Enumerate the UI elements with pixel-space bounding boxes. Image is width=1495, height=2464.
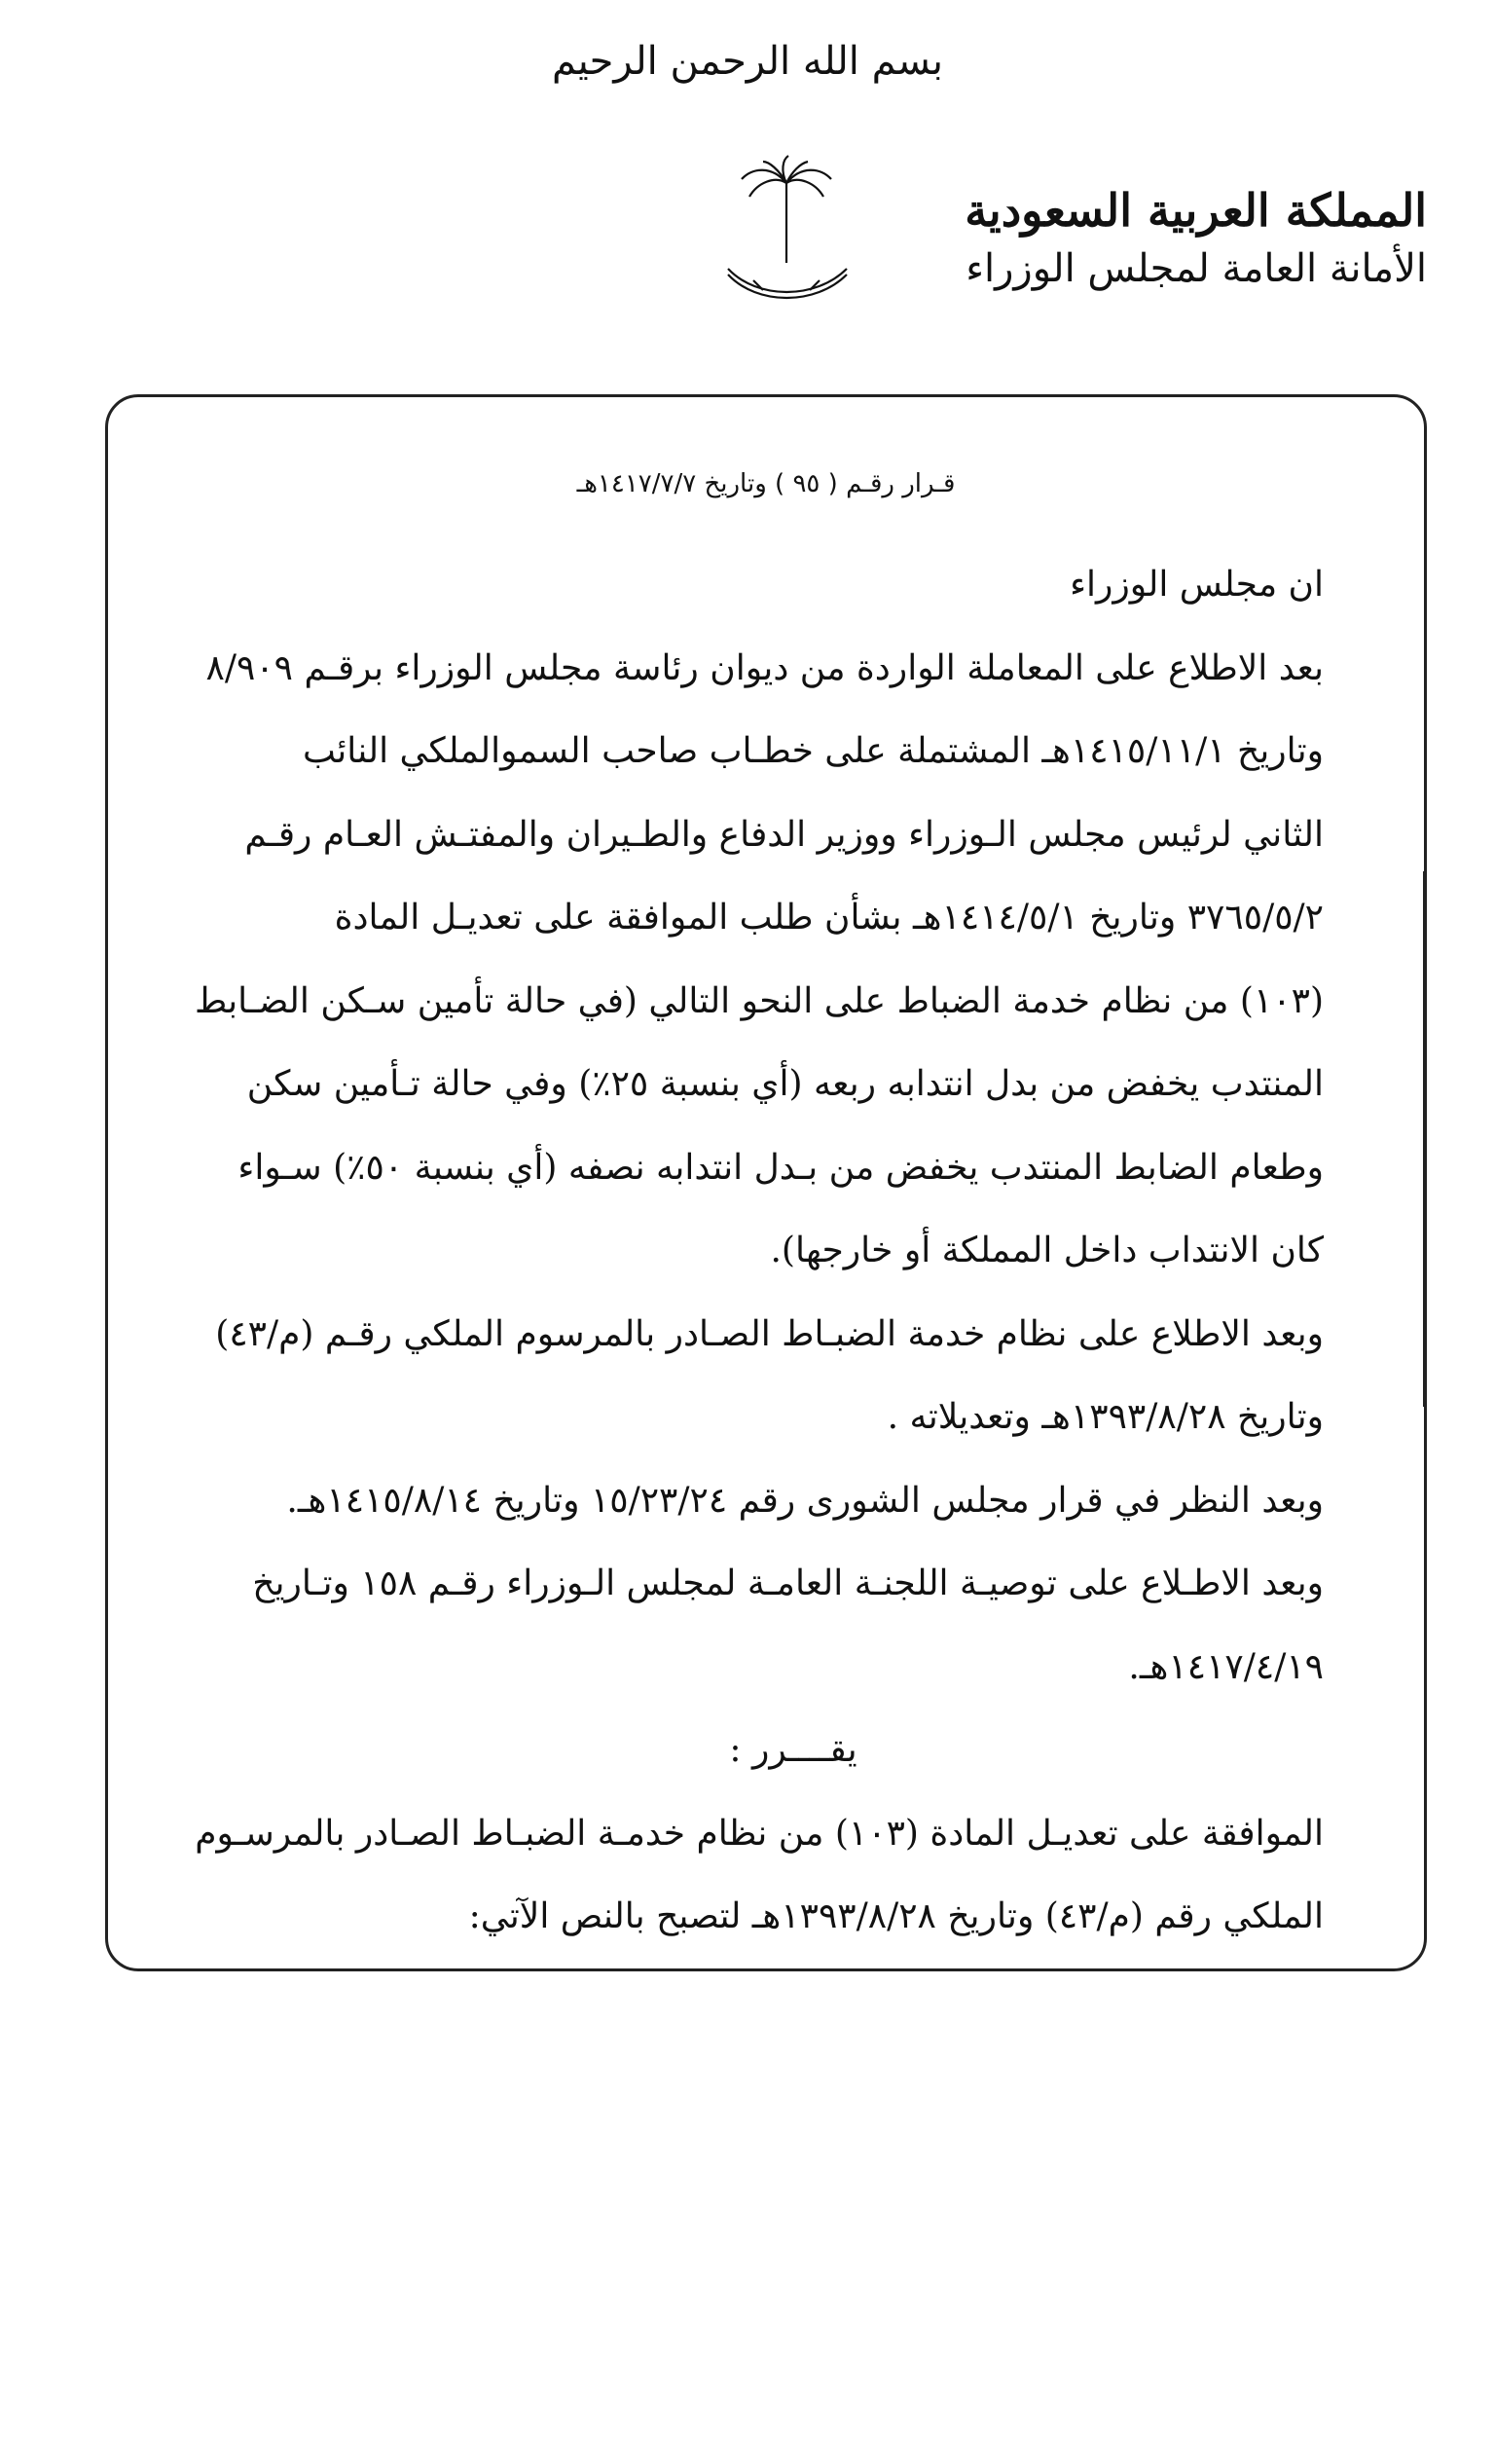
- resolution-line: الموافقة على تعديـل المادة (١٠٣) من نظام خدمـة الضبـاط الصـادر بالمرسـوم: [195, 1813, 1324, 1854]
- palm-and-swords-emblem-icon: [718, 154, 855, 310]
- kingdom-name: المملكة العربية السعودية: [965, 184, 1427, 237]
- basmala: بسم الله الرحمن الرحيم: [551, 39, 944, 84]
- body-line: وطعام الضابط المنتدب يخفض من بـدل انتدابه نصفه (أي بنسبة ٥٠٪) سـواء: [237, 1147, 1324, 1188]
- body-line: ان مجلس الوزراء: [1070, 565, 1324, 605]
- body-line: وبعد النظر في قرار مجلس الشورى رقم ١٥/٢٣/٢٤ وتاريخ ١٤١٥/٨/١٤هـ.: [286, 1480, 1324, 1521]
- body-line: بعد الاطلاع على المعاملة الواردة من ديوان رئاسة مجلس الوزراء برقـم ٨/٩٠٩: [205, 647, 1324, 688]
- organization-header: [921, 180, 1427, 297]
- body-line: وبعد الاطـلاع على توصيـة اللجنـة العامـة لمجلس الـوزراء رقـم ١٥٨ وتـاريخ: [252, 1563, 1324, 1603]
- body-line: (١٠٣) من نظام خدمة الضباط على النحو التالي (في حالة تأمين سـكن الضـابط: [194, 980, 1324, 1021]
- margin-bracket: [1423, 871, 1437, 1407]
- body-line: وتاريخ ١٤١٥/١١/١هـ المشتملة على خطـاب صاحب السموالملكي النائب: [302, 731, 1324, 771]
- body-line: ٣٧٦٥/٥/٢ وتاريخ ١٤١٤/٥/١هـ بشأن طلب الموافقة على تعديـل المادة: [334, 898, 1324, 938]
- decision-body: [146, 543, 1324, 1959]
- body-line: ١٤١٧/٤/١٩هـ.: [1128, 1646, 1324, 1687]
- body-line: وبعد الاطلاع على نظام خدمة الضبـاط الصـادر بالمرسوم الملكي رقـم (م/٤٣): [215, 1313, 1324, 1354]
- decision-number-line: قـرار رقـم ( ٩٥ ) وتاريخ ١٤١٧/٧/٧هـ: [576, 469, 956, 498]
- body-line: كان الانتداب داخل المملكة أو خارجها).: [770, 1231, 1324, 1270]
- resolution-line: الملكي رقم (م/٤٣) وتاريخ ١٣٩٣/٨/٢٨هـ لتصبح بالنص الآتي:: [468, 1896, 1324, 1936]
- body-line: وتاريخ ١٣٩٣/٨/٢٨هـ وتعديلاته .: [887, 1397, 1324, 1437]
- secretariat-name: الأمانة العامة لمجلس الوزراء: [966, 246, 1427, 291]
- body-line: الثاني لرئيس مجلس الـوزراء ووزير الدفاع والطـيران والمفتـش العـام رقـم: [244, 814, 1324, 855]
- body-line: المنتدب يخفض من بدل انتدابه ربعه (أي بنسبة ٢٥٪) وفي حالة تـأمين سكن: [246, 1064, 1324, 1104]
- decides-heading: يقــــرر :: [729, 1730, 857, 1770]
